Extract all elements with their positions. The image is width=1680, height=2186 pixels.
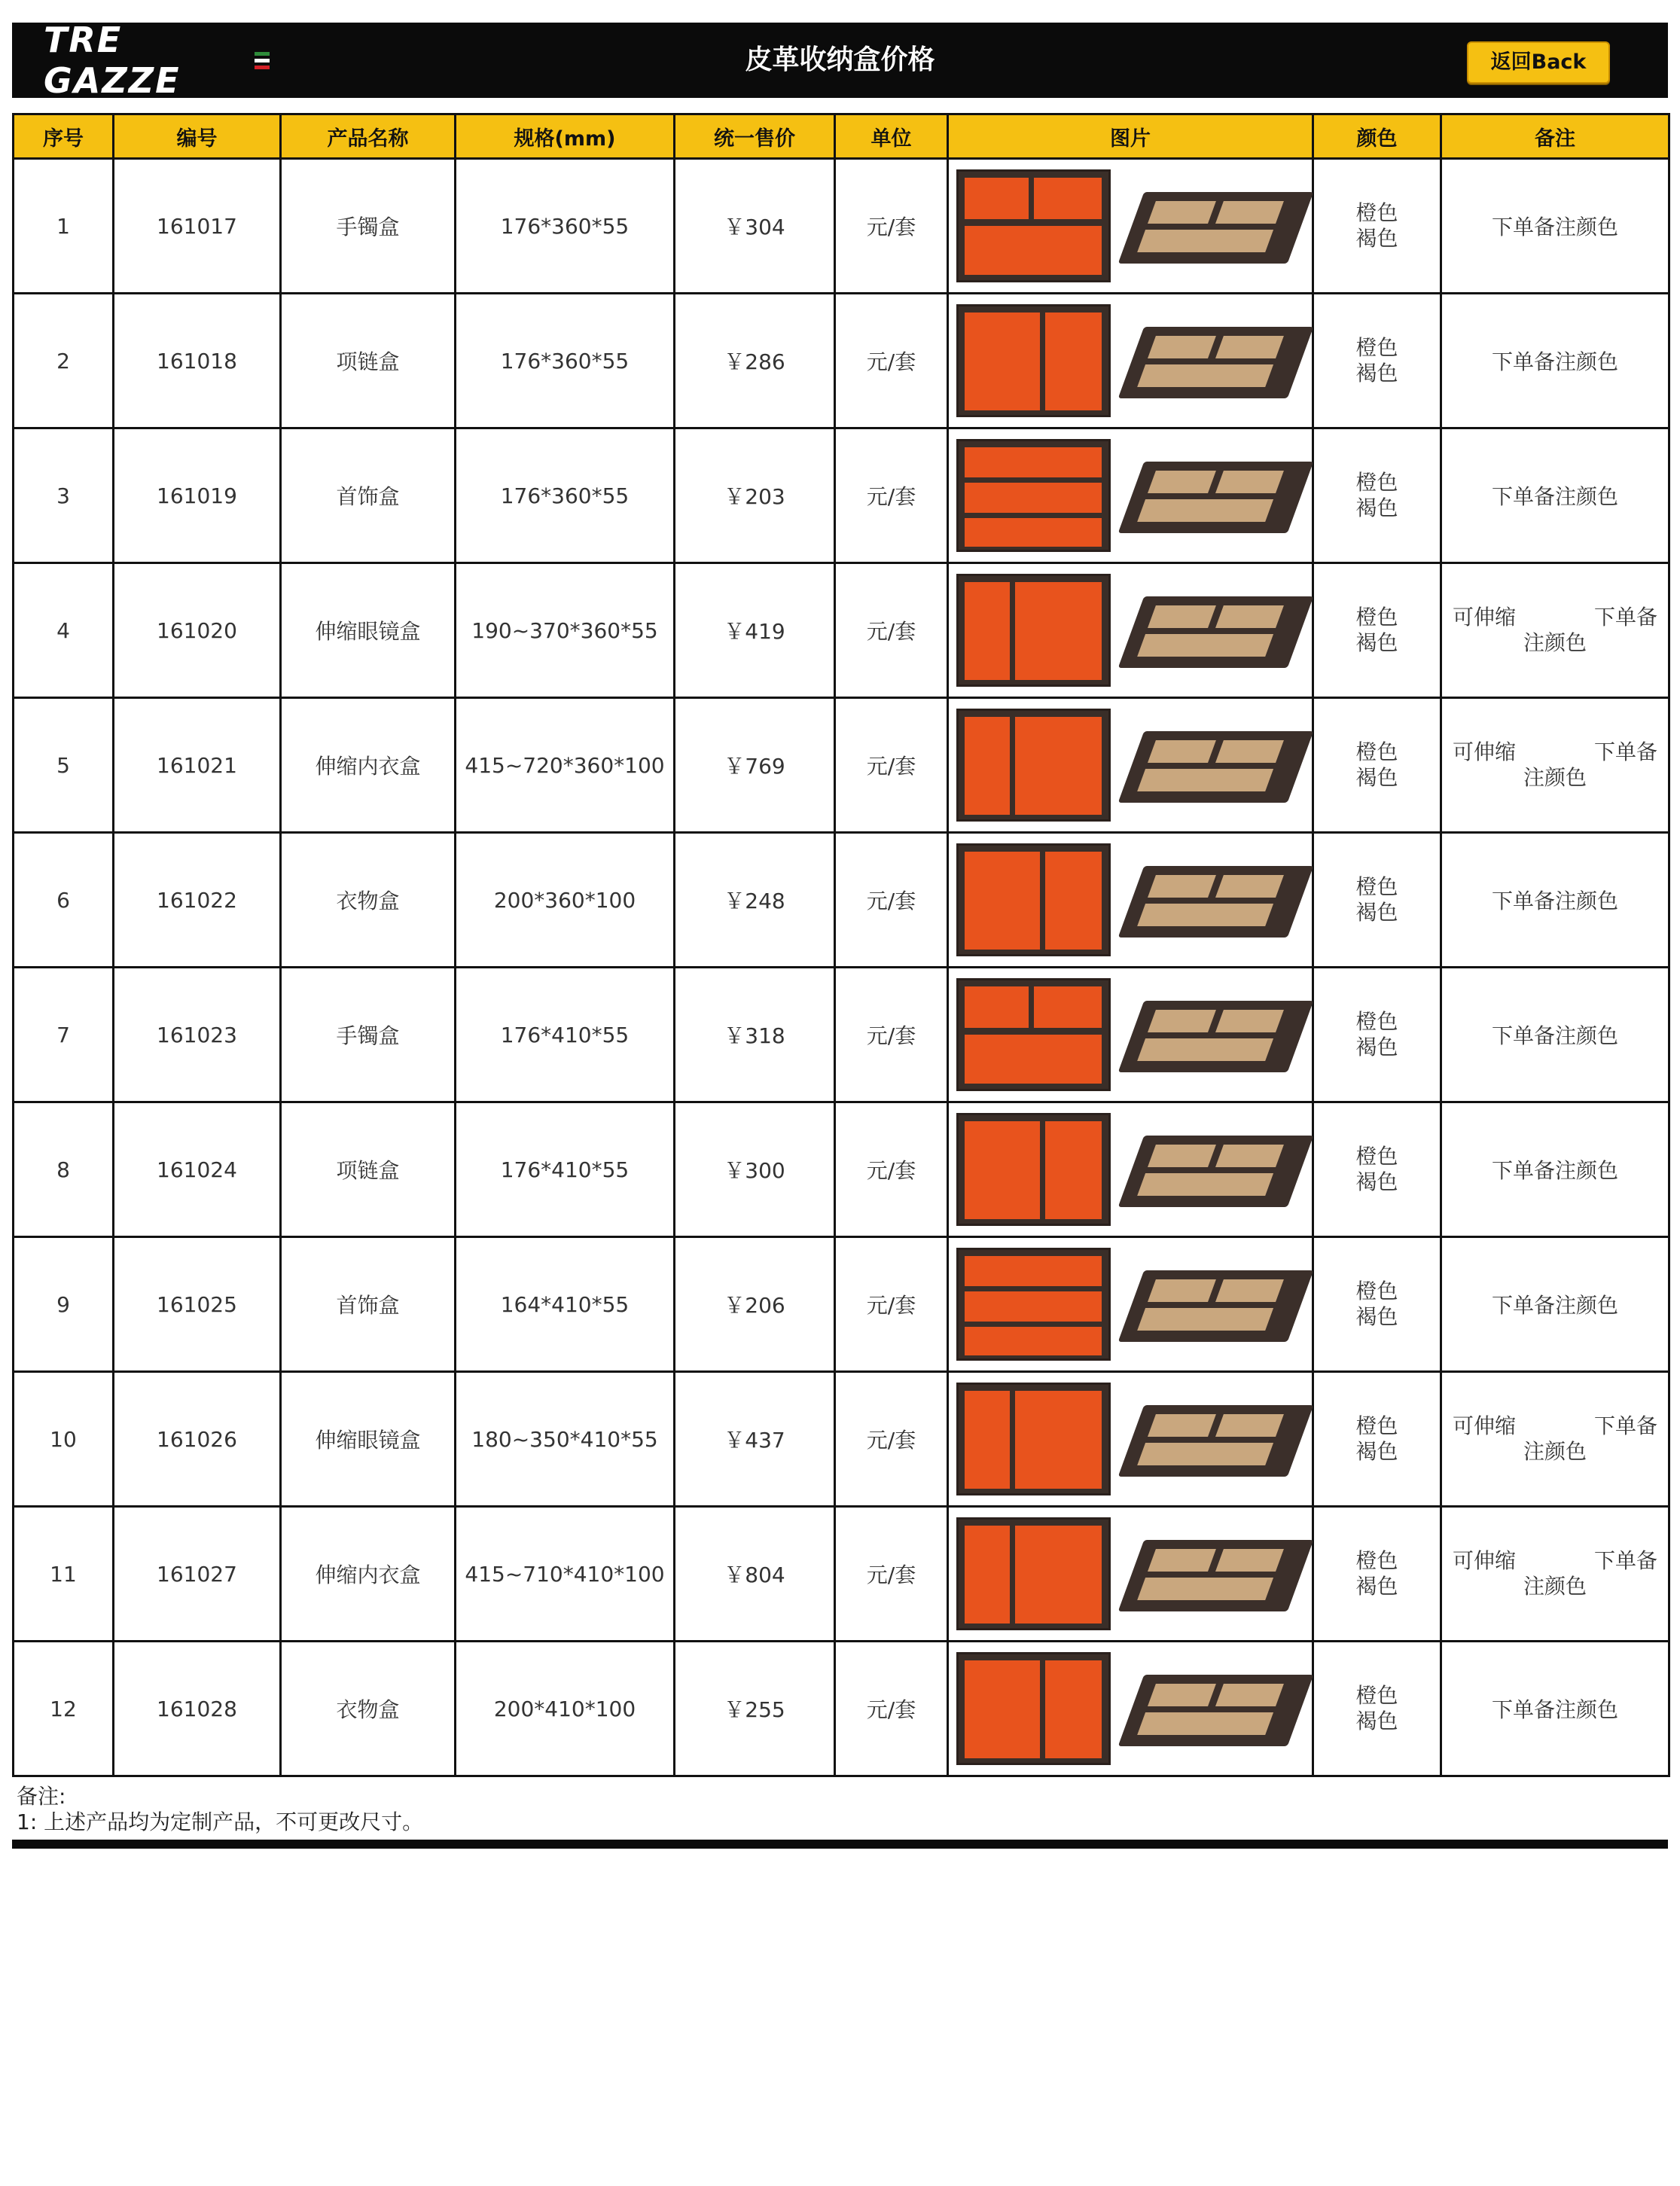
product-spec: 200*360*100: [456, 833, 675, 968]
product-name: 项链盒: [281, 1102, 456, 1237]
row-number: 7: [14, 968, 114, 1102]
remark: 下单备注颜色: [1441, 1102, 1669, 1237]
remark: 下单备注颜色: [1441, 159, 1669, 294]
product-images: [948, 1642, 1313, 1776]
color-options: [1313, 1372, 1441, 1507]
table-header-row: [14, 114, 1669, 159]
row-number: 10: [14, 1372, 114, 1507]
product-photo-open: [956, 978, 1111, 1091]
remark: 下单备注颜色: [1441, 294, 1669, 428]
product-code: 161018: [114, 294, 281, 428]
table-row: [14, 563, 1669, 698]
color-option: 褐色: [1355, 900, 1398, 925]
product-photo-open: [956, 1517, 1111, 1630]
page-title: 皮革收纳盒价格: [745, 44, 935, 75]
price-unit: 元/套: [835, 428, 948, 563]
product-code: 161022: [114, 833, 281, 968]
row-number: 9: [14, 1237, 114, 1372]
price-unit: 元/套: [835, 1507, 948, 1642]
price-unit: 元/套: [835, 294, 948, 428]
remark-part: 可伸缩: [1453, 1413, 1517, 1438]
price-table: [12, 113, 1670, 1777]
row-number: 8: [14, 1102, 114, 1237]
product-name: 首饰盒: [281, 1237, 456, 1372]
remark-part: 下单备: [1593, 605, 1657, 630]
product-spec: 176*360*55: [456, 428, 675, 563]
product-price: ￥248: [675, 833, 835, 968]
product-code: 161017: [114, 159, 281, 294]
product-price: ￥437: [675, 1372, 835, 1507]
logo-text: TRE GAZZE: [44, 20, 181, 101]
color-option: 橙色: [1355, 1683, 1398, 1708]
header-bar: [12, 20, 1668, 101]
product-name: 手镯盒: [281, 159, 456, 294]
color-options: [1313, 1102, 1441, 1237]
product-photo-styled: [1124, 177, 1304, 275]
column-header: 备注: [1441, 114, 1669, 159]
product-images: [948, 1372, 1313, 1507]
remark: 下单备注颜色: [1441, 428, 1669, 563]
remark-part: 下单备: [1593, 1413, 1657, 1438]
table-row: [14, 1642, 1669, 1776]
color-options: [1313, 1237, 1441, 1372]
product-images: [948, 968, 1313, 1102]
remark-part: 下单备: [1593, 739, 1657, 764]
product-photo-styled: [1124, 716, 1304, 814]
product-photo-styled: [1124, 1660, 1304, 1758]
color-option: 褐色: [1355, 495, 1398, 520]
product-photo-styled: [1124, 1120, 1304, 1218]
remark: 下单备注颜色: [1441, 968, 1669, 1102]
product-images: [948, 833, 1313, 968]
notes-line: 1: 上述产品均为定制产品，不可更改尺寸。: [17, 1809, 424, 1834]
remark: 下单备注颜色: [1441, 1237, 1669, 1372]
remark: [1441, 1372, 1669, 1507]
product-price: ￥300: [675, 1102, 835, 1237]
product-price: ￥318: [675, 968, 835, 1102]
color-option: 褐色: [1355, 1574, 1398, 1599]
product-name: 衣物盒: [281, 1642, 456, 1776]
remark: [1441, 563, 1669, 698]
color-option: 褐色: [1355, 1035, 1398, 1059]
product-images: [948, 698, 1313, 833]
product-images: [948, 563, 1313, 698]
product-spec: 176*360*55: [456, 294, 675, 428]
remark-part: 注颜色: [1523, 1439, 1587, 1464]
remark-part: 注颜色: [1523, 1574, 1587, 1599]
color-options: [1313, 1507, 1441, 1642]
product-price: ￥203: [675, 428, 835, 563]
row-number: 11: [14, 1507, 114, 1642]
price-unit: 元/套: [835, 1372, 948, 1507]
table-row: [14, 1237, 1669, 1372]
column-header: 颜色: [1313, 114, 1441, 159]
product-name: 衣物盒: [281, 833, 456, 968]
color-option: 褐色: [1355, 361, 1398, 386]
color-option: 褐色: [1355, 226, 1398, 251]
product-code: 161020: [114, 563, 281, 698]
product-photo-open: [956, 1383, 1111, 1495]
product-photo-open: [956, 304, 1111, 417]
color-option: 橙色: [1355, 1548, 1398, 1573]
column-header: 编号: [114, 114, 281, 159]
table-row: [14, 833, 1669, 968]
table-row: [14, 968, 1669, 1102]
color-options: [1313, 563, 1441, 698]
row-number: 6: [14, 833, 114, 968]
remark: [1441, 1507, 1669, 1642]
product-price: ￥419: [675, 563, 835, 698]
color-option: 橙色: [1355, 739, 1398, 764]
product-price: ￥286: [675, 294, 835, 428]
product-code: 161025: [114, 1237, 281, 1372]
remark-part: 可伸缩: [1453, 739, 1517, 764]
color-options: [1313, 698, 1441, 833]
price-unit: 元/套: [835, 698, 948, 833]
product-photo-styled: [1124, 1525, 1304, 1623]
product-name: 手镯盒: [281, 968, 456, 1102]
product-name: 伸缩眼镜盒: [281, 1372, 456, 1507]
table-row: [14, 1372, 1669, 1507]
column-header: 序号: [14, 114, 114, 159]
product-spec: 176*360*55: [456, 159, 675, 294]
color-option: 橙色: [1355, 470, 1398, 495]
product-photo-open: [956, 1652, 1111, 1765]
product-photo-styled: [1124, 447, 1304, 544]
product-spec: 415~720*360*100: [456, 698, 675, 833]
color-option: 橙色: [1355, 1413, 1398, 1438]
product-photo-open: [956, 574, 1111, 687]
table-row: [14, 159, 1669, 294]
table-row: [14, 294, 1669, 428]
table-row: [14, 428, 1669, 563]
product-code: 161023: [114, 968, 281, 1102]
row-number: 12: [14, 1642, 114, 1776]
remark-part: 注颜色: [1523, 630, 1587, 655]
color-option: 橙色: [1355, 605, 1398, 630]
product-images: [948, 1237, 1313, 1372]
product-photo-open: [956, 1248, 1111, 1361]
product-price: ￥804: [675, 1507, 835, 1642]
color-option: 褐色: [1355, 1169, 1398, 1194]
remark: 下单备注颜色: [1441, 833, 1669, 968]
color-option: 褐色: [1355, 630, 1398, 655]
product-photo-open: [956, 439, 1111, 552]
product-photo-styled: [1124, 986, 1304, 1084]
product-spec: 176*410*55: [456, 968, 675, 1102]
product-spec: 176*410*55: [456, 1102, 675, 1237]
price-unit: 元/套: [835, 159, 948, 294]
color-options: [1313, 159, 1441, 294]
product-photo-styled: [1124, 312, 1304, 410]
product-price: ￥255: [675, 1642, 835, 1776]
row-number: 4: [14, 563, 114, 698]
product-name: 首饰盒: [281, 428, 456, 563]
color-options: [1313, 968, 1441, 1102]
column-header: 统一售价: [675, 114, 835, 159]
product-name: 伸缩眼镜盒: [281, 563, 456, 698]
remark: [1441, 698, 1669, 833]
bottom-divider: [12, 1840, 1668, 1849]
product-code: 161026: [114, 1372, 281, 1507]
column-header: 单位: [835, 114, 948, 159]
column-header: 规格(mm): [456, 114, 675, 159]
color-option: 橙色: [1355, 200, 1398, 225]
product-photo-open: [956, 1113, 1111, 1226]
back-button[interactable]: 返回Back: [1467, 41, 1610, 84]
price-unit: 元/套: [835, 1102, 948, 1237]
product-photo-styled: [1124, 851, 1304, 949]
product-photo-styled: [1124, 1390, 1304, 1488]
product-price: ￥206: [675, 1237, 835, 1372]
price-unit: 元/套: [835, 563, 948, 698]
remark-part: 可伸缩: [1453, 1548, 1517, 1573]
color-option: 褐色: [1355, 1439, 1398, 1464]
color-option: 橙色: [1355, 335, 1398, 360]
color-options: [1313, 428, 1441, 563]
product-code: 161024: [114, 1102, 281, 1237]
product-photo-styled: [1124, 581, 1304, 679]
remark-part: 注颜色: [1523, 765, 1587, 790]
table-row: [14, 698, 1669, 833]
product-photo-open: [956, 843, 1111, 956]
product-spec: 415~710*410*100: [456, 1507, 675, 1642]
price-unit: 元/套: [835, 1237, 948, 1372]
product-code: 161019: [114, 428, 281, 563]
product-price: ￥769: [675, 698, 835, 833]
product-name: 项链盒: [281, 294, 456, 428]
product-code: 161021: [114, 698, 281, 833]
product-photo-styled: [1124, 1255, 1304, 1353]
product-spec: 190~370*360*55: [456, 563, 675, 698]
row-number: 2: [14, 294, 114, 428]
color-options: [1313, 1642, 1441, 1776]
color-option: 橙色: [1355, 874, 1398, 899]
product-code: 161028: [114, 1642, 281, 1776]
row-number: 3: [14, 428, 114, 563]
product-spec: 180~350*410*55: [456, 1372, 675, 1507]
color-option: 橙色: [1355, 1009, 1398, 1034]
product-images: [948, 428, 1313, 563]
product-code: 161027: [114, 1507, 281, 1642]
row-number: 1: [14, 159, 114, 294]
product-images: [948, 159, 1313, 294]
remark-part: 下单备: [1593, 1548, 1657, 1573]
product-name: 伸缩内衣盒: [281, 1507, 456, 1642]
product-price: ￥304: [675, 159, 835, 294]
color-option: 橙色: [1355, 1144, 1398, 1169]
table-body: [14, 159, 1669, 1776]
product-images: [948, 1507, 1313, 1642]
column-header: 产品名称: [281, 114, 456, 159]
product-photo-open: [956, 169, 1111, 282]
row-number: 5: [14, 698, 114, 833]
product-images: [948, 294, 1313, 428]
price-unit: 元/套: [835, 833, 948, 968]
color-options: [1313, 833, 1441, 968]
product-photo-open: [956, 709, 1111, 822]
table-row: [14, 1102, 1669, 1237]
color-option: 褐色: [1355, 765, 1398, 790]
color-option: 褐色: [1355, 1709, 1398, 1733]
price-unit: 元/套: [835, 968, 948, 1102]
product-spec: 164*410*55: [456, 1237, 675, 1372]
color-options: [1313, 294, 1441, 428]
remark: 下单备注颜色: [1441, 1642, 1669, 1776]
price-unit: 元/套: [835, 1642, 948, 1776]
product-spec: 200*410*100: [456, 1642, 675, 1776]
color-option: 橙色: [1355, 1279, 1398, 1303]
color-option: 褐色: [1355, 1304, 1398, 1329]
remark-part: 可伸缩: [1453, 605, 1517, 630]
notes-heading: 备注:: [17, 1784, 66, 1809]
table-row: [14, 1507, 1669, 1642]
product-images: [948, 1102, 1313, 1237]
product-name: 伸缩内衣盒: [281, 698, 456, 833]
column-header: 图片: [948, 114, 1313, 159]
